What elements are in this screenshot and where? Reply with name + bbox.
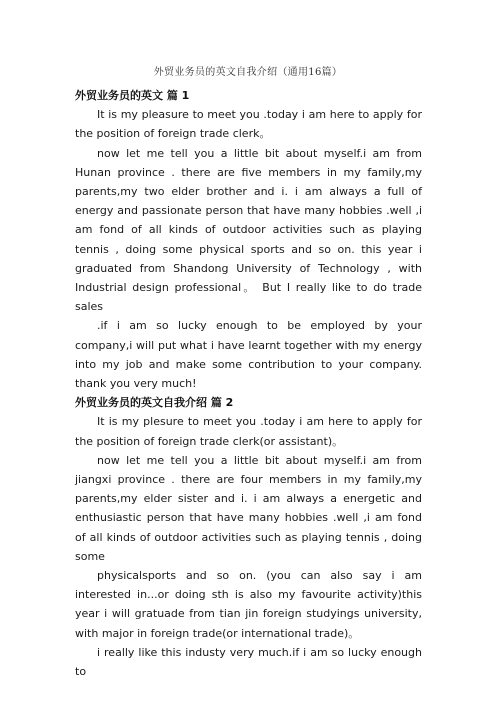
section-heading: 外贸业务员的英文 篇 1 (75, 89, 190, 102)
section-heading: 外贸业务员的英文自我介绍 篇 2 (75, 396, 234, 410)
document-body (75, 86, 422, 681)
document-title: 外贸业务员的英文自我介绍（通用16篇） (153, 67, 343, 78)
paragraph: i really like this industy very much.if i am so lucky enough to (75, 645, 422, 679)
paragraph: It is my pleasure to meet you .today i am here to apply for the position of foreign trade clerk。 (75, 108, 422, 141)
paragraph: .if i am so lucky enough to be employed by your company,i will put what i have learnt together with my energy into my job and make some contribution to your company. thank you very much! (75, 319, 422, 391)
paragraph: now let me tell you a little bit about myself.i am from jiangxi province . there are four members in my family,my parents,my elder sister and i. i am always a energetic and enthusiastic person that have many hobbies .well ,i am fond of all kinds of outdoor activities such as playing tennis , doing some (75, 453, 422, 563)
paragraph: It is my plesure to meet you .today i am here to apply for the position of foreign trade clerk(or assistant)。 (75, 415, 422, 448)
paragraph: physicalsports and so on. (you can also say i am interested in...or doing sth is also my favourite activity)this year i will gratuade from tian jin foreign studyings university, with major in foreign trade(or international trade)。 (75, 569, 422, 640)
paragraph: now let me tell you a little bit about myself.i am from Hunan province . there are five members in my family,my parents,my two elder brother and i. i am always a full of energy and passionate person that have many hobbies .well ,i am fond of all kinds of outdoor activities such as playing tennis , doing some physical sports and so on. this year i graduated from Shandong University of Technology , with Industrial design professional。 But I really like to do trade sales (75, 146, 422, 314)
